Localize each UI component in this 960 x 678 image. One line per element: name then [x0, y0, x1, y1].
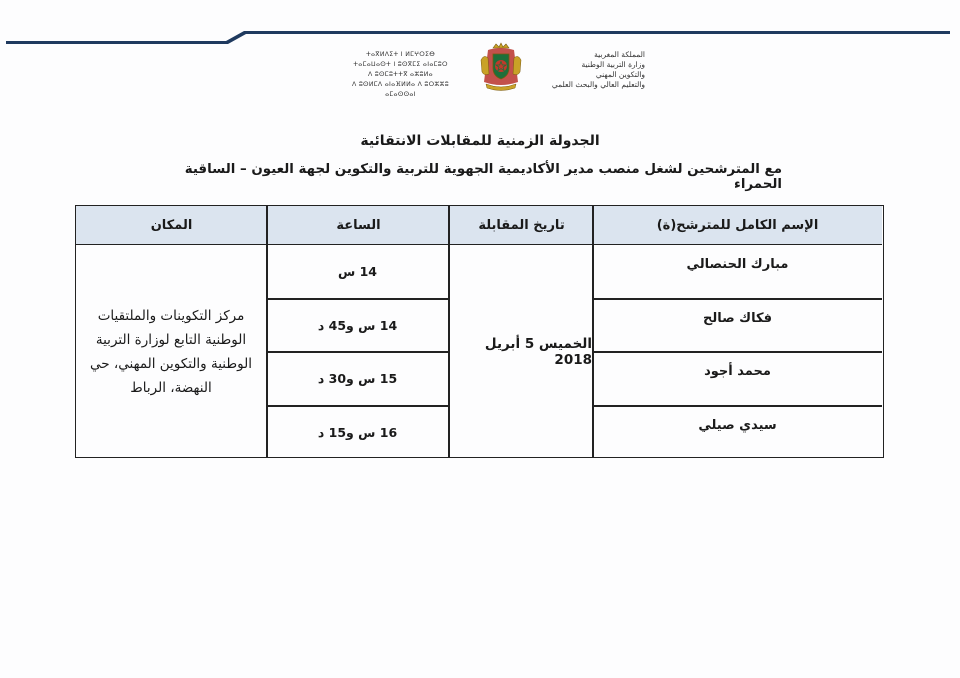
candidate-name: محمد أجود — [704, 364, 771, 379]
interview-time: 15 س و30 د — [317, 371, 398, 386]
candidate-name: سيدي صيلي — [698, 418, 777, 433]
ministry-line: والتعليم العالي والبحث العلمي — [551, 80, 645, 89]
ministry-name-tifinagh — [338, 50, 463, 100]
column-header-date: تاريخ المقابلة — [450, 206, 593, 245]
document-subtitle: مع المترشحين لشغل منصب مدير الأكاديمية الجهوية للتربية والتكوين لجهة العيون – الساقية الحمراء — [184, 162, 782, 192]
interview-date: الخميس 5 أبريل 2018 — [484, 335, 592, 368]
ministry-line: ⵜⴰⴳⵍⴷⵉⵜ ⵏ ⵍⵎⵖⵔⵉⴱ — [365, 51, 436, 58]
ministry-line: المملكة المغربية — [594, 50, 645, 59]
ministry-line: ⴷ ⵓⵙⵍⵎⴷ ⴰⵏⴰⴼⵍⵍⴰ ⴷ ⵓⵔⵣⵣⵓ ⴰⵎⴰⵙⵙⴰⵏ — [352, 81, 449, 98]
column-header-place: المكان — [76, 206, 267, 245]
interview-time: 14 س و45 د — [317, 318, 398, 333]
interview-time: 16 س و15 د — [317, 425, 398, 440]
document-title: الجدولة الزمنية للمقابلات الانتقائية — [360, 133, 600, 149]
interview-schedule-table — [75, 205, 884, 458]
ministry-line: والتكوين المهني — [595, 70, 645, 79]
coat-of-arms-icon — [478, 42, 524, 92]
ministry-name-arabic — [540, 50, 645, 90]
candidate-name: فكاك صالح — [702, 311, 773, 326]
interview-time: 14 س — [338, 264, 378, 279]
interview-place: مركز التكوينات والملتقيات الوطنية التابع لوزارة التربية الوطنية والتكوين المهني، حي النهضة، الرباط — [90, 307, 252, 396]
ministry-line: ⴷ ⵓⵙⵎⵓⵜⵜⴳ ⴰⵣⵓⵍⴰ — [368, 71, 433, 78]
ministry-line: وزارة التربية الوطنية — [581, 60, 645, 69]
candidate-name: مبارك الحنصالي — [686, 257, 789, 272]
ministry-line: ⵜⴰⵎⴰⵡⴰⵙⵜ ⵏ ⵓⵙⴳⵎⵉ ⴰⵏⴰⵎⵓⵔ — [353, 61, 448, 68]
column-header-time: الساعة — [267, 206, 450, 245]
column-header-name: الإسم الكامل للمترشح(ة) — [593, 206, 882, 245]
